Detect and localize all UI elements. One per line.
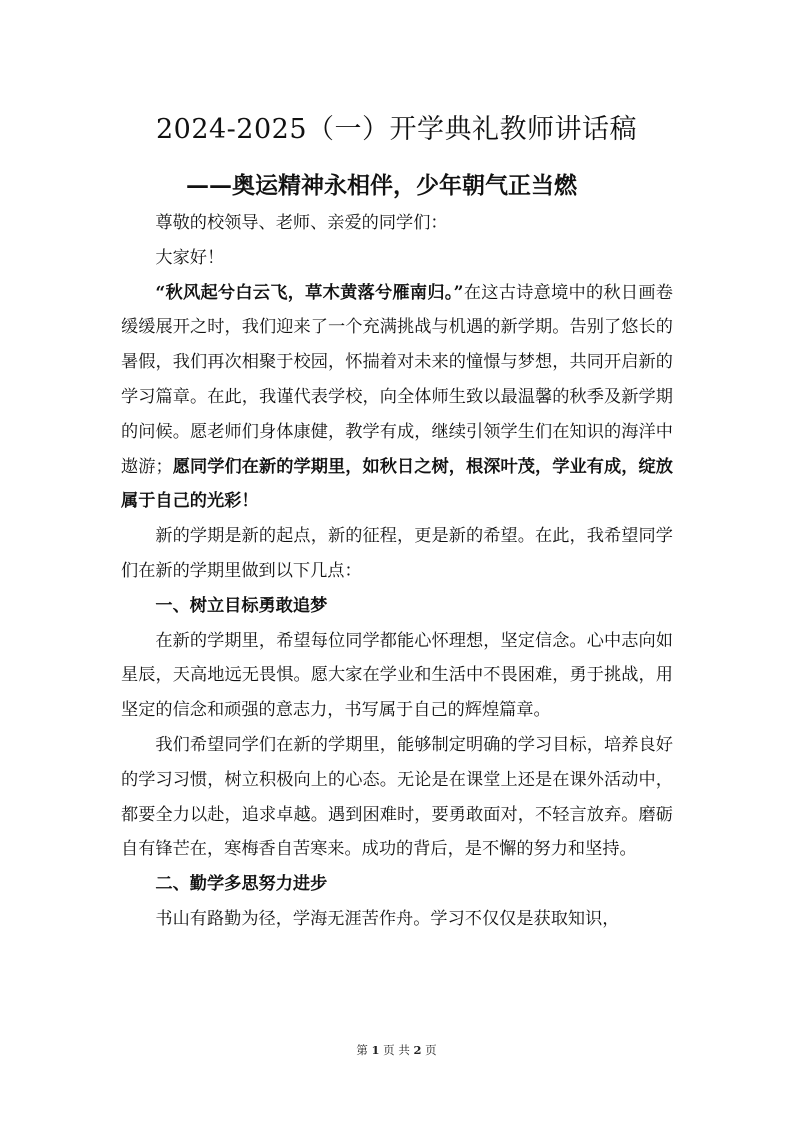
document-title: 2024-2025（一）开学典礼教师讲话稿 [155,114,638,145]
paragraph-expectations: 新的学期是新的起点，新的征程，更是新的希望。在此，我希望同学们在新的学期里做到以下几点： [121,526,673,581]
paragraph-section2-a: 书山有路勤为径，学海无涯苦作舟。学习不仅仅是获取知识， [155,908,620,929]
greeting: 大家好！ [155,247,225,268]
footer-total-pages: 2 [413,1043,422,1057]
paragraph-section1-b: 我们希望同学们在新的学期里，能够制定明确的学习目标，培养良好的学习习惯，树立积极向上的心态。无论是在课堂上还是在课外活动中，都要全力以赴，追求卓越。遇到困难时，要勇敢面对，不轻言放弃。磨砺自有锋芒在，寒梅香自苦寒来。成功的背后，是不懈的努力和坚持。 [121,734,673,860]
poem-quote: “秋风起兮白云飞，草木黄落兮雁南归。” [155,282,464,303]
salutation: 尊敬的校领导、老师、亲爱的同学们： [155,213,448,233]
paragraph-opening-text: 在这古诗意境中的秋日画卷缓缓展开之时，我们迎来了一个充满挑战与机遇的新学期。告别了悠长的暑假，我们再次相聚于校园，怀揣着对未来的憧憬与梦想，共同开启新的学习篇章。在此，我谨代表学校，向全体师生致以最温馨的秋季及新学期的问候。愿老师们身体康健，教学有成，继续引领学生们在知识的海洋中遨游； [121,282,673,477]
page-footer [0,1042,793,1058]
paragraph-section1-a: 在新的学期里，希望每位同学都能心怀理想，坚定信念。心中志向如星辰，天高地远无畏惧。愿大家在学业和生活中不畏困难，勇于挑战，用坚定的信念和顽强的意志力，书写属于自己的辉煌篇章。 [121,630,673,721]
footer-prefix: 第 [356,1043,368,1057]
footer-middle: 页 共 [383,1043,410,1057]
section-heading-2: 二、勤学多思努力进步 [155,874,328,895]
footer-current-page: 1 [371,1043,380,1057]
document-body [121,206,673,937]
section-heading-1: 一、树立目标勇敢追梦 [155,595,328,616]
paragraph-opening [121,276,673,520]
footer-suffix: 页 [425,1043,437,1057]
paragraph-opening-bold-wish: 愿同学们在新的学期里，如秋日之树，根深叶茂，学业有成，绽放属于自己的光彩！ [121,456,673,512]
document-subtitle: ——奥运精神永相伴，少年朝气正当燃 [186,172,577,199]
